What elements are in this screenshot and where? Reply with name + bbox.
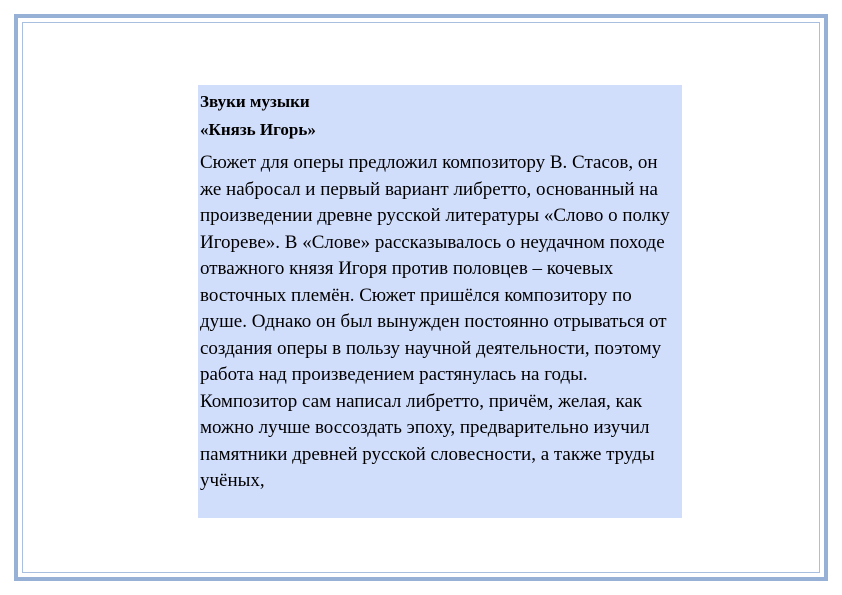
text-box xyxy=(198,85,682,518)
heading-line-1: Звуки музыки xyxy=(200,92,310,111)
body-paragraph: Сюжет для оперы предложил композитору В. Стасов, он же набросал и первый вариант либретто, основанный на произведении древне русской литературы «Слово о полку Игореве». В «Слове» рассказывалось о неудачном походе отважного князя Игоря против половцев – кочевых восточных племён. Сюжет пришёлся композитору по душе. Однако он был вынужден постоянно отрываться от создания оперы в пользу научной деятельности, поэтому работа над произведением растянулась на годы. Композитор сам написал либретто, причём, желая, как можно лучше воссоздать эпоху, предварительно изучил памятники древней русской словесности, а также труды учёных, xyxy=(200,152,670,491)
heading-line-2: «Князь Игорь» xyxy=(200,120,316,139)
